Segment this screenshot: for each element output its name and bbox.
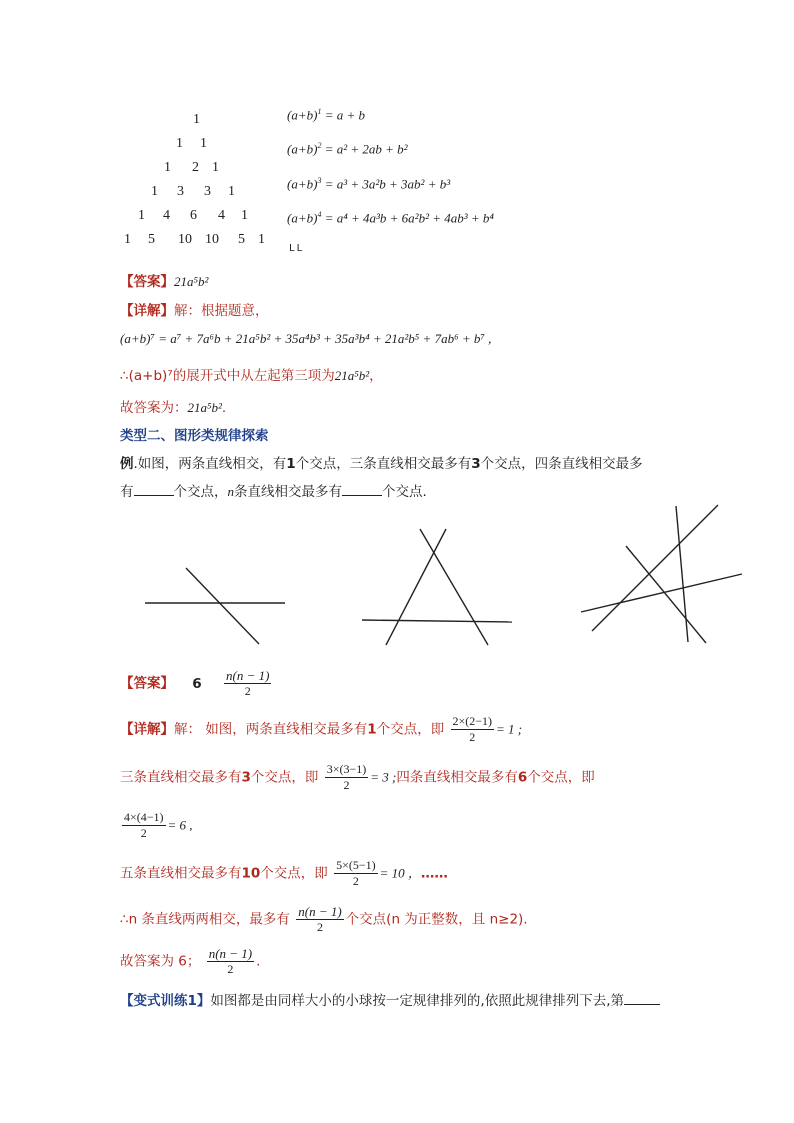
figure-three-lines	[358, 525, 518, 650]
triangle-cell: 5	[238, 232, 245, 247]
triangle-cell: 6	[190, 208, 197, 223]
variant-training: 【变式训练1】如图都是由同样大小的小球按一定规律排列的,依照此规律排列下去,第	[120, 989, 660, 1009]
answer-2: 【答案】 6 $\frac{n(n - 1)}{2}$	[120, 668, 270, 698]
triangle-cell: 1	[176, 136, 183, 151]
triangle-cell: 10	[205, 232, 219, 247]
triangle-cell: 3	[204, 184, 211, 199]
detail-1-conclusion: ∴(a+b)⁷的展开式中从左起第三项为21a⁵b²，	[120, 368, 383, 384]
answer-1: 【答案】21a⁵b²	[120, 274, 209, 290]
detail-1-intro: 【详解】解：根据题意，	[120, 303, 269, 319]
expansion-row: $(a+b)^3 = a^3 + 3a^2b + 3ab^2 + b^3$	[287, 176, 451, 192]
triangle-cell: 4	[163, 208, 170, 223]
section-title: 类型二、图形类规律探索	[120, 428, 269, 444]
triangle-cell: 5	[148, 232, 155, 247]
triangle-cell: 10	[178, 232, 192, 247]
detail-2-line-2: 三条直线相交最多有3个交点，即 $\frac{3\times(3-1)}{2}$ = 3 ;四条直线相交最多有6个交点，即	[120, 762, 595, 792]
detail-1-formula: (a+b)⁷ = a⁷ + 7a⁶b + 21a⁵b² + 35a⁴b³ + 35a³b⁴ + 21a²b⁵ + 7ab⁶ + b⁷ ,	[120, 331, 492, 346]
detail-2-line-4: 五条直线相交最多有10个交点，即 $\frac{5\times(5-1)}{2}$ = 10 ，……	[120, 858, 448, 888]
detail-2-line-3: $\frac{4\times(4-1)}{2}$ = 6 ,	[124, 810, 193, 840]
triangle-cell: 1	[241, 208, 248, 223]
answer-blank[interactable]	[342, 482, 382, 496]
example-line-2: 有 个交点，n条直线相交最多有 个交点.	[120, 484, 427, 500]
triangle-cell: 1	[200, 136, 207, 151]
answer-blank[interactable]	[624, 991, 660, 1005]
triangle-cell: 1	[138, 208, 145, 223]
detail-2-line-1: 【详解】解： 如图，两条直线相交最多有1个交点，即 $\frac{2\times(2-1)}{2}$ = 1 ;	[120, 714, 523, 744]
figure-four-lines	[576, 500, 746, 648]
detail-1-final: 故答案为：21a⁵b².	[120, 400, 227, 416]
answer-blank[interactable]	[134, 482, 174, 496]
example-line-1: 例.如图，两条直线相交，有1个交点，三条直线相交最多有3个交点，四条直线相交最多	[120, 456, 643, 472]
triangle-cell: 3	[177, 184, 184, 199]
triangle-cell: 1	[124, 232, 131, 247]
triangle-cell: 1	[164, 160, 171, 175]
expansion-dots: LL	[289, 243, 305, 254]
triangle-cell: 2	[192, 160, 199, 175]
expansion-row: $(a+b)^1 = a + b$	[287, 107, 365, 123]
triangle-cell: 1	[193, 112, 200, 127]
triangle-cell: 1	[258, 232, 265, 247]
triangle-cell: 1	[228, 184, 235, 199]
detail-2-line-6: 故答案为 6； $\frac{n(n - 1)}{2}$ .	[120, 946, 261, 976]
detail-2-line-5: ∴n 条直线两两相交，最多有 $\frac{n(n - 1)}{2}$ 个交点(n 为正整数，且 n≥2).	[120, 904, 528, 934]
expansion-row: $(a+b)^4 = a^4 + 4a^3b + 6a^2b^2 + 4ab^3 + b^4$	[287, 210, 494, 226]
triangle-cell: 1	[151, 184, 158, 199]
expansion-row: $(a+b)^2 = a^2 + 2ab + b^2$	[287, 141, 408, 157]
figure-two-lines	[140, 560, 290, 650]
triangle-cell: 4	[218, 208, 225, 223]
triangle-cell: 1	[212, 160, 219, 175]
